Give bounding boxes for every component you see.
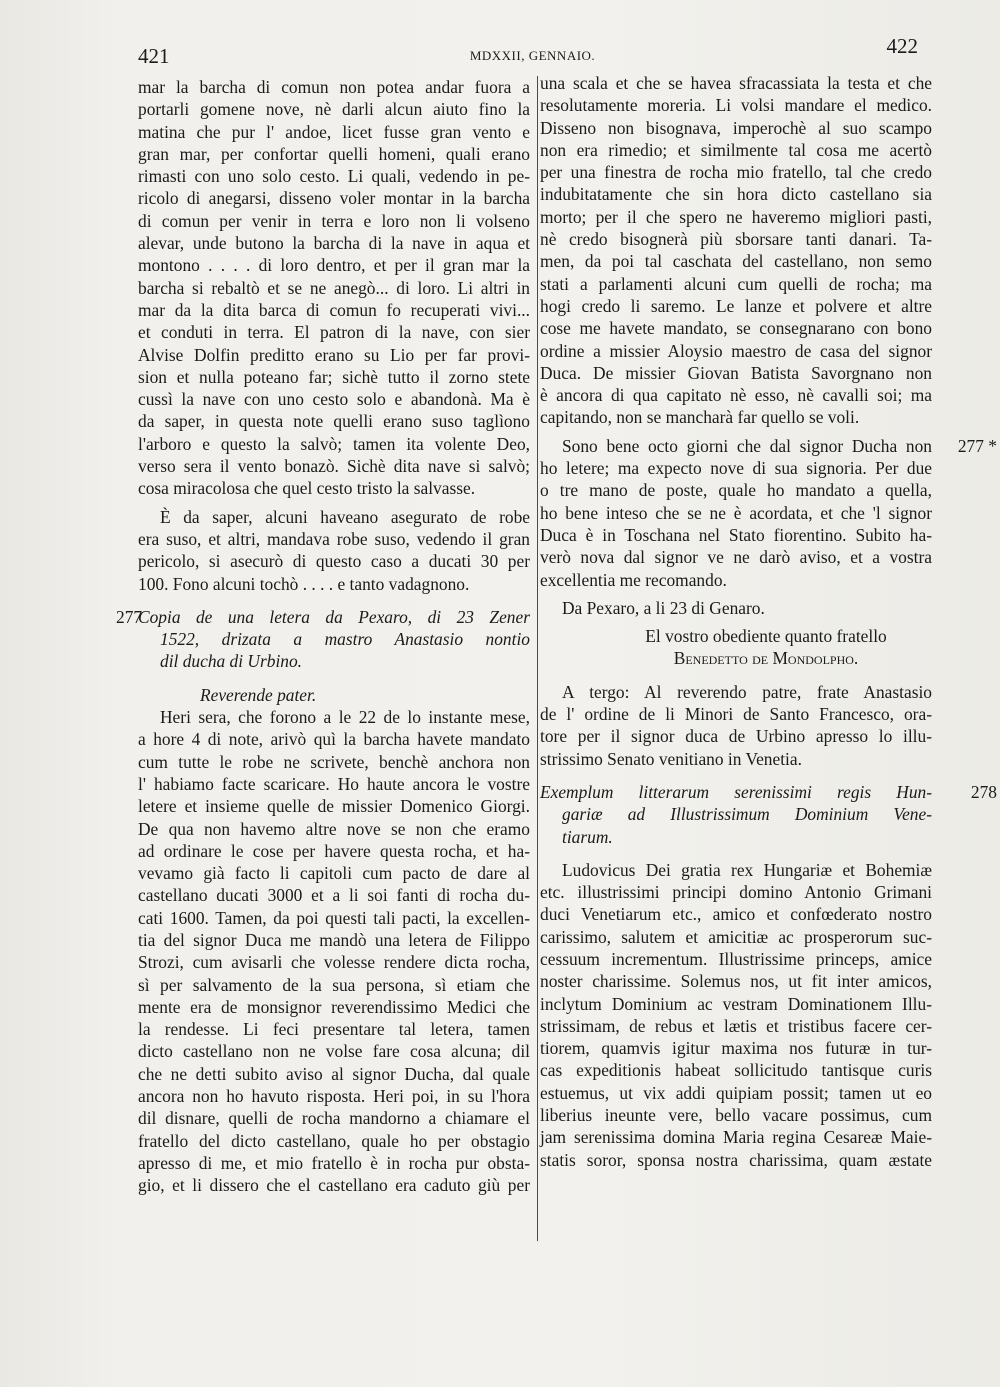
text-line: cati 1600. Tamen, da poi questi tali pacti, la excellen- <box>138 907 530 928</box>
text-line: etc. illustrissimi principi domino Antonio Grimani <box>540 882 932 903</box>
running-title: MDXXII, GENNAIO. <box>469 48 596 63</box>
text-line: tiorem, quamvis igitur maxima nos futuræ in tur- <box>540 1038 932 1059</box>
text-line: liberius ineunte vere, bello vacare possimus, cum <box>540 1105 932 1126</box>
text-line: verso sera il vento bonazò. Sichè dita nave si salvò; <box>138 456 530 477</box>
text-line: excellentia me recomando. <box>540 569 727 590</box>
section-heading-277 <box>116 606 530 673</box>
text-line: Duca è in Toschana nel Stato fiorentino. Subito ha- <box>540 524 932 545</box>
text-line: Disseno non bisognava, imperochè al suo scampo <box>540 117 932 138</box>
text-line: pericolo, si asecurò di questo caso a ducati 30 per <box>138 551 530 572</box>
text-line: sì per salvamento de la sua persona, sì etiam che <box>138 974 530 995</box>
text-line: Heri sera, che forono a le 22 de lo instante mese, <box>160 707 530 728</box>
text-line: l' habiamo facte scaricare. Ho haute ancora le vostre <box>138 773 530 794</box>
dateline: Da Pexaro, a li 23 di Genaro. <box>562 597 765 618</box>
heading-line: Exemplum litterarum serenissimi regis Hun- <box>540 781 932 802</box>
text-line: mente era de monsignor reverendissimo Medici che <box>138 996 530 1017</box>
page-number-right: 422 <box>886 34 918 58</box>
text-line: nè credo bisognerà più sborsare tanti danari. Ta- <box>540 229 932 250</box>
text-line: inclytum Dominium ac vestram Dominationem Illu- <box>540 993 932 1014</box>
text-line: barcha si rebaltò et se ne anegò... di loro. Li altri in <box>138 277 530 298</box>
text-line: È da saper, alcuni haveano asegurato de robe <box>160 506 530 527</box>
text-line: et conduti in terra. El patron di la nave, con sier <box>138 322 530 343</box>
text-line: Alvise Dolfin preditto erano su Lio per far provi- <box>138 344 530 365</box>
page-number-left: 421 <box>138 44 170 68</box>
text-line: de l' ordine de li Minori de Santo Francesco, ora- <box>540 704 932 725</box>
text-line: letere et insieme quelle de missier Domenico Giorgi. <box>138 796 530 817</box>
text-line: per una finestra de rocha mio fratello, tal che credo <box>540 162 932 183</box>
text-line: ancora non ho havuto risposta. Heri poi, in su l'hora <box>138 1086 530 1107</box>
text-line: dicto castellano non ne volse fare cosa alcuna; dil <box>138 1041 530 1062</box>
text-line: era suso, et altri, mandava robe suso, vedendo il gran <box>138 528 530 549</box>
text-line: noster charissime. Solemus nos, ut fit inter amicos, <box>540 971 932 992</box>
right-column <box>540 72 997 1171</box>
text-line: dil disnare, quelli de rocha mandorno a chiamare el <box>138 1108 530 1129</box>
text-line: indubitatamente che sin hora dicto castellano sia <box>540 184 932 205</box>
text-line: gran mar, per confortar quelli homeni, quali erano <box>138 143 530 164</box>
text-line: è ancora di qua capitato nè esso, nè cavalli soi; ma <box>540 385 932 406</box>
text-line: cosa miracolosa che quel cesto tristo la salvasse. <box>138 478 476 499</box>
text-line: men, da poi tal caschata del castellano, non semo <box>540 251 932 272</box>
section-heading-278 <box>540 781 997 848</box>
text-line: mar da la dita barca di comun fo recuperati vivi... <box>138 299 530 320</box>
text-line: stati a parlamenti alcuni cum quelli de rocha; ma <box>540 273 932 294</box>
paragraph-news <box>540 435 997 591</box>
heading-line: gariæ ad Illustrissimum Dominium Vene- <box>562 804 932 825</box>
text-line: tia del signor Duca me mandò una letera de Filippo <box>138 929 530 950</box>
text-line: ho bene inteso che se ne è acordata, et che 'l signor <box>540 502 932 523</box>
text-line: a hore 4 di note, arivò quì la barcha havete mandato <box>138 729 530 750</box>
text-line: De qua non havemo altre nove se non che eramo <box>138 818 530 839</box>
text-line: Strozi, cum avisarli che volesse rendere dicta rocha, <box>138 952 530 973</box>
closing: El vostro obediente quanto fratello <box>645 626 887 647</box>
text-line: tore per il signor duca de Urbino apresso lo illu- <box>540 726 932 747</box>
text-line: cum tutte le robe ne scrivete, benchè anchora non <box>138 751 530 772</box>
salutation: Reverende pater. <box>200 684 317 705</box>
text-line: A tergo: Al reverendo patre, frate Anastasio <box>562 681 932 702</box>
column-divider <box>537 76 538 1241</box>
text-line: che ne detti subito aviso al signor Ducha, dal quale <box>138 1063 530 1084</box>
left-column <box>116 76 530 1197</box>
text-line: montono . . . . di loro dentro, et per il gran mar la <box>138 255 530 276</box>
text-line: ordine a missier Aloysio maestro de casa del signor <box>540 340 932 361</box>
text-line: la rendesse. Li feci presentare tal letera, tamen <box>138 1019 530 1040</box>
text-line: cose me havete mandato, se consegnarano con bono <box>540 318 932 339</box>
text-line: Sono bene octo giorni che dal signor Ducha non <box>562 435 932 456</box>
text-line: matina che pur l' andoe, licet fusse gran vento e <box>138 121 530 142</box>
text-line: alevar, unde butono la barcha di la nave in aqua et <box>138 233 530 254</box>
paragraph-shipwreck <box>138 76 530 500</box>
paragraph-latin-letter <box>540 859 932 1171</box>
text-line: sion et nulla poteano far; sichè tutto il zorno stete <box>138 366 530 387</box>
text-line: 100. Fono alcuni tochò . . . . e tanto vadagnono. <box>138 573 470 594</box>
text-line: ricolo di anegarsi, disseno voler montar in la barcha <box>138 188 530 209</box>
signature: Benedetto de Mondolpho. <box>673 648 859 669</box>
text-line: ho letere; ma expecto nove di sua signoria. Per due <box>540 458 932 479</box>
paragraph-letter <box>138 706 530 1197</box>
text-line: ad ordinare le cose per havere questa rocha, et ha- <box>138 840 530 861</box>
text-line: una scala et che se havea sfracassiata la testa et che <box>540 73 932 93</box>
text-line: capitando, non se mancharà far quello se voli. <box>540 407 860 428</box>
text-line: vevamo già facto li capitoli cum pacto de dare al <box>138 863 530 884</box>
text-line: apresso di me, et mio fratello è in rocha pur obsta- <box>138 1152 530 1173</box>
text-line: hogi credo li saremo. Le lanze et polvere et altre <box>540 295 932 316</box>
text-line: cessuum incrementum. Illustrissime princeps, amice <box>540 948 932 969</box>
page-header <box>135 28 930 70</box>
text-line: strissimam, de rebus et lætis et tristibus facere cer- <box>540 1015 932 1036</box>
text-line: carissimo, salutem et amicitiæ ac prosperorum suc- <box>540 926 932 947</box>
heading-line: Copia de una letera da Pexaro, di 23 Zener <box>138 606 530 627</box>
text-line: jam serenissima domina Maria regina Cesareæ Maie- <box>540 1127 932 1148</box>
text-line: fratello del dicto castellano, quale ho per obstagio <box>138 1130 530 1151</box>
paragraph-letter-continued <box>540 72 932 429</box>
text-line: Ludovicus Dei gratia rex Hungariæ et Bohemiæ <box>562 859 932 880</box>
text-line: rimasti con uno solo cesto. Li quali, vedendo in pe- <box>138 166 530 187</box>
text-line: da saper, in questa note quelli erano suso taglìono <box>138 411 530 432</box>
text-line: statis soror, sponsa nostra charissima, quam æstate <box>540 1149 932 1170</box>
text-line: portarli gomene nove, nè darli alcun aiuto fino la <box>138 99 530 120</box>
text-line: duci Venetiarum etc., amico et confœderato nostro <box>540 904 932 925</box>
text-line: di comun per venir in terra e loro non li volseno <box>138 210 530 231</box>
text-line: verò nova dal signor ve ne darò aviso, et a vostra <box>540 547 932 568</box>
section-number: 278 <box>970 781 997 802</box>
margin-note: 277 * <box>957 435 997 456</box>
heading-line: tiarum. <box>562 826 613 847</box>
section-number: 277 <box>116 606 143 627</box>
text-line: l'arboro e questo la salvò; tamen ita volente Deo, <box>138 433 530 454</box>
heading-line: 1522, drizata a mastro Anastasio nontio <box>160 629 530 650</box>
heading-line: dil ducha di Urbino. <box>160 651 303 672</box>
text-line: strissimo Senato venitiano in Venetia. <box>540 748 802 769</box>
text-line: cussì la nave con uno cesto solo e abandonà. Ma è <box>138 389 530 410</box>
paragraph-insurance <box>138 506 530 595</box>
address-block <box>540 681 932 770</box>
text-line: castellano ducati 3000 et a li soi fanti di rocha du- <box>138 885 530 906</box>
text-line: morto; per il che spero ne haveremo migliori pasti, <box>540 206 932 227</box>
text-line: Duca. De missier Giovan Batista Savorgnano non <box>540 362 932 383</box>
text-line: o tre mano de poste, quale ho mandato a quella, <box>540 480 932 501</box>
text-line: cas expeditionis habeat sollicitudo tantisque curis <box>540 1060 932 1081</box>
text-line: estuemus, ut vix addi quipiam possit; tamen ut eo <box>540 1082 932 1103</box>
text-line: non era rimedio; et similmente tal cosa me acertò <box>540 139 932 160</box>
text-line: resolutamente moreria. Li volsi mandare el medico. <box>540 95 932 116</box>
text-line: mar la barcha di comun non potea andar fuora a <box>138 77 530 97</box>
text-line: gio, et li dissero che el castellano era caduto giù per <box>138 1175 530 1196</box>
